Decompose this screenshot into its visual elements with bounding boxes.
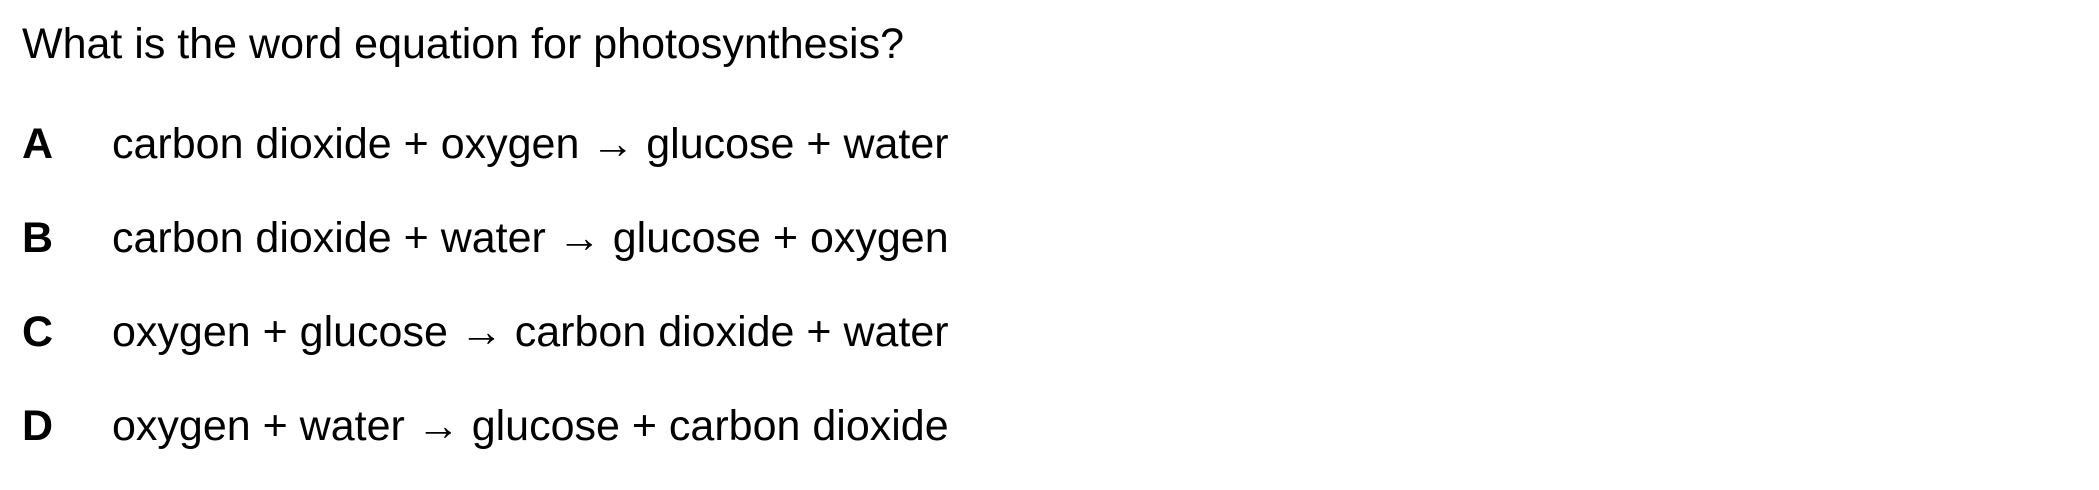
option-letter: B <box>22 214 54 262</box>
option-text: oxygen + water → glucose + carbon dioxide <box>112 402 949 450</box>
option-text: carbon dioxide + water → glucose + oxygen <box>112 214 949 262</box>
option-letter: D <box>22 402 54 450</box>
option-a[interactable] <box>22 114 949 208</box>
option-letter: A <box>22 120 54 168</box>
question-text: What is the word equation for photosynthesis? <box>22 20 905 68</box>
option-text: oxygen + glucose → carbon dioxide + water <box>112 308 949 356</box>
answer-options <box>22 114 949 490</box>
option-b[interactable] <box>22 208 949 302</box>
option-d[interactable] <box>22 396 949 490</box>
option-letter: C <box>22 308 54 356</box>
option-text: carbon dioxide + oxygen → glucose + water <box>112 120 949 168</box>
option-c[interactable] <box>22 302 949 396</box>
